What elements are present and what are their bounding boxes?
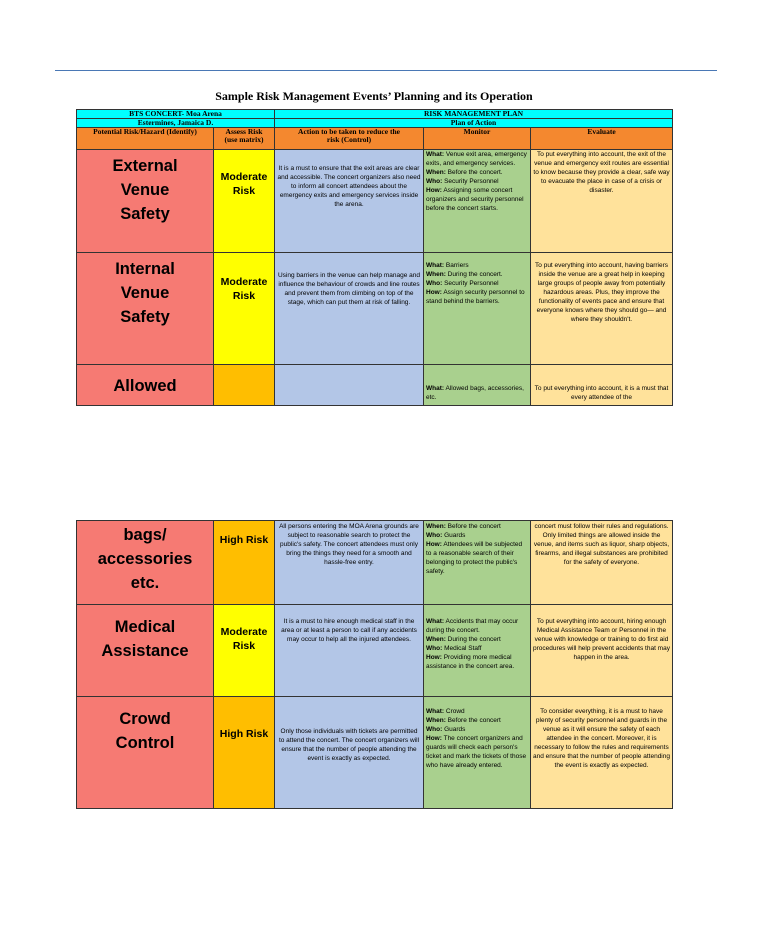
header-rule xyxy=(55,70,717,71)
evaluate-cell: To put everything into account, having barriers inside the venue are a great help in keeping large groups of people away from potentially hazardous areas. Plus, they improve the functionality of events pace and ensure that everyone knows where they should go— and where they shouldn't. xyxy=(531,253,673,365)
col-hazard-header: Potential Risk/Hazard (Identify) xyxy=(77,128,214,150)
risk-table-lower xyxy=(76,520,673,809)
col-evaluate-header: Evaluate xyxy=(531,128,673,150)
plan-of-action: Plan of Action xyxy=(275,119,673,128)
table-row-bags xyxy=(77,521,673,605)
action-cell: It is a must to ensure that the exit areas are clear and accessible. The concert organizers also need to inform all concert attendees about the emergency exits and emergency services inside the arena. xyxy=(275,150,424,253)
monitor-cell: What: Crowd When: Before the concert Who: Guards How: The concert organizers and guards will check each person's ticket and mark the tickets of those who have already entered. xyxy=(424,697,531,809)
event-name: BTS CONCERT- Moa Arena xyxy=(77,110,275,119)
action-cell xyxy=(275,365,424,406)
evaluate-cell: To put everything into account, the exit of the venue and emergency exit routes are essential to know because they provide a clear, safe way to evacuate the place in case of a crisis or disaster. xyxy=(531,150,673,253)
evaluate-cell: To put everything into account, hiring enough Medical Assistance Team or Personnel in the venue with knowledge or training to do first aid procedures will help prevent accidents that may happen in the area. xyxy=(531,605,673,697)
hazard-cell: Crowd Control xyxy=(77,697,214,809)
monitor-cell: What: Venue exit area, emergency exits, and emergency services. When: Before the concert. Who: Security Personnel How: Assigning some concert organizers and security personnel before the concert starts. xyxy=(424,150,531,253)
table-row-external xyxy=(77,150,673,253)
evaluate-cell: concert must follow their rules and regulations. Only limited things are allowed inside the venue, and items such as liquor, sharp objects, firearms, and illegal substances are prohibited for the safety of everyone. xyxy=(531,521,673,605)
header-row-event xyxy=(77,110,673,119)
col-assess-header: Assess Risk (use matrix) xyxy=(214,128,275,150)
action-cell: Using barriers in the venue can help manage and influence the behaviour of crowds and line routes and prevent them from climbing on top of the stage, which can put them at risk of falling. xyxy=(275,253,424,365)
hazard-cell: Medical Assistance xyxy=(77,605,214,697)
monitor-cell: When: Before the concert Who: Guards How: Attendees will be subjected to a reasonable search of their belonging to protect the public's safety. xyxy=(424,521,531,605)
risk-level-cell: Moderate Risk xyxy=(214,253,275,365)
evaluate-cell: To consider everything, it is a must to have plenty of security personnel and guards in the venue as it will ensure the safety of each attendee in the concert. Moreover, it is necessary to follow the rules and requirements and ensure that the number of people attending the event is exactly as expected. xyxy=(531,697,673,809)
risk-level-cell: Moderate Risk xyxy=(214,150,275,253)
col-monitor-header: Monitor xyxy=(424,128,531,150)
col-action-header: Action to be taken to reduce the risk (Control) xyxy=(275,128,424,150)
monitor-cell: What: Barriers When: During the concert. Who: Security Personnel How: Assign security personnel to stand behind the barriers. xyxy=(424,253,531,365)
table-row-internal xyxy=(77,253,673,365)
evaluate-cell: To put everything into account, it is a must that every attendee of the xyxy=(531,365,673,406)
author-name: Estermines, Jamaica D. xyxy=(77,119,275,128)
hazard-cell: Internal Venue Safety xyxy=(77,253,214,365)
header-row-author xyxy=(77,119,673,128)
hazard-cell: Allowed xyxy=(77,365,214,406)
risk-table-upper xyxy=(76,109,673,406)
hazard-cell: External Venue Safety xyxy=(77,150,214,253)
risk-level-cell xyxy=(214,365,275,406)
action-cell: All persons entering the MOA Arena grounds are subject to reasonable search to protect the public's safety. The concert attendees must only bring the things they need for a smooth and hassle-free entry. xyxy=(275,521,424,605)
table-row-crowd xyxy=(77,697,673,809)
monitor-cell: What: Accidents that may occur during the concert. When: During the concert Who: Medical Staff How: Providing more medical assistance in the concert area. xyxy=(424,605,531,697)
table-row-medical xyxy=(77,605,673,697)
hazard-cell: bags/ accessories etc. xyxy=(77,521,214,605)
monitor-cell: What: Allowed bags, accessories, etc. xyxy=(424,365,531,406)
risk-level-cell: Moderate Risk xyxy=(214,605,275,697)
action-cell: Only those individuals with tickets are permitted to attend the concert. The concert organizers will ensure that the number of people attending the event is exactly as expected. xyxy=(275,697,424,809)
risk-level-cell: High Risk xyxy=(214,521,275,605)
plan-title: RISK MANAGEMENT PLAN xyxy=(275,110,673,119)
action-cell: It is a must to hire enough medical staff in the area or at least a person to call if any accidents may occur to help all the injured attendees. xyxy=(275,605,424,697)
table-row-allowed xyxy=(77,365,673,406)
risk-level-cell: High Risk xyxy=(214,697,275,809)
column-header-row xyxy=(77,128,673,150)
page-title: Sample Risk Management Events’ Planning and its Operation xyxy=(215,89,533,103)
